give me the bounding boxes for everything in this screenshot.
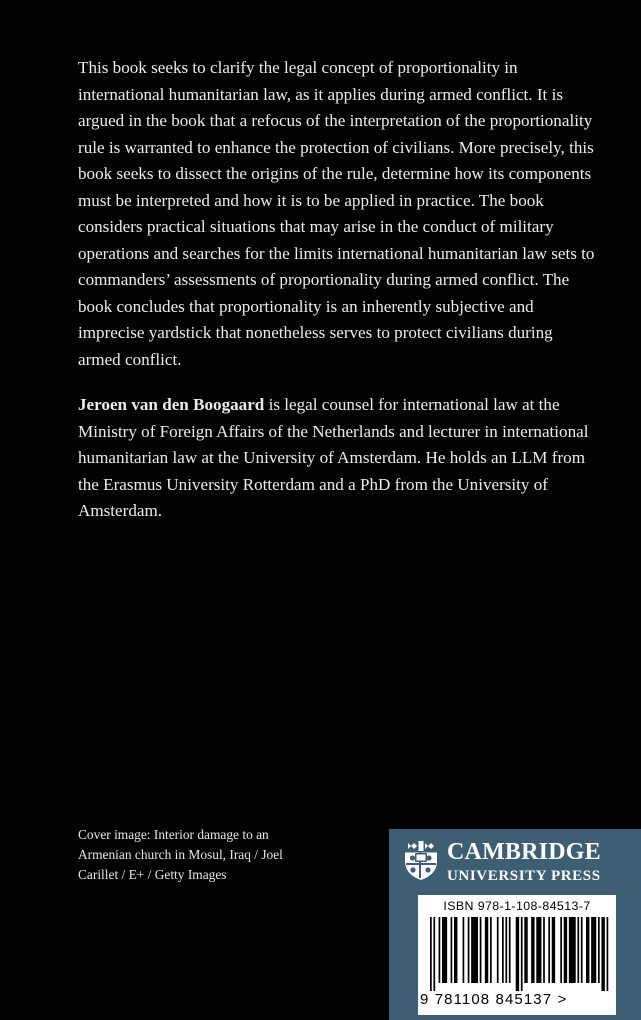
barcode-digits: 9 781108 845137 > <box>420 991 568 1008</box>
barcode-bar <box>524 917 527 983</box>
cover-image-credit: Cover image: Interior damage to an Armenian church in Mosul, Iraq / Joel Carillet / E+ / Getty Images <box>78 827 283 882</box>
isbn-label: ISBN 978-1-108-84513-7 <box>443 899 591 913</box>
barcode-bar <box>442 917 447 983</box>
barcode-bar <box>502 917 504 983</box>
barcode-bar <box>439 917 441 983</box>
barcode-bar <box>516 917 519 991</box>
barcode-bar <box>543 917 545 983</box>
barcode-bar <box>552 917 555 983</box>
barcode-bar <box>430 917 432 991</box>
barcode-bar <box>480 917 482 983</box>
barcode-bar <box>521 917 523 991</box>
cambridge-shield-icon <box>403 839 439 881</box>
publisher-panel <box>389 829 641 1020</box>
barcode-bar <box>548 917 550 983</box>
barcode-bar <box>497 917 499 983</box>
barcode-bar <box>451 917 453 983</box>
author-bio-text: is legal counsel for international law at the Ministry of Foreign Affairs of the Netherlands and lecturer in international humanitarian law at the University of Amsterdam. He holds an LLM from the Erasmus University Rotterdam and a PhD from the University of Amsterdam. <box>78 395 589 520</box>
barcode-bar <box>577 917 579 983</box>
barcode-bar <box>490 917 492 983</box>
barcode-bar <box>607 917 609 991</box>
book-description: This book seeks to clarify the legal concept of proportionality in international humanitarian law, as it applies during armed conflict. It is argued in the book that a refocus of the interpretation of the proportionality rule is warranted to enhance the protection of civilians. More precisely, this book seeks to dissect the origins of the rule, determine how its components must be interpreted and how it is to be applied in practice. The book considers practical situations that may arise in the conduct of military operations and searches for the limits international humanitarian law sets to commanders’ assessments of proportionality during armed conflict. The book concludes that proportionality is an inherently subjective and imprecise yardstick that nonetheless serves to protect civilians during armed conflict. <box>78 58 595 369</box>
barcode-bar <box>471 917 478 983</box>
barcode-bar <box>560 917 562 983</box>
barcode-bar <box>463 917 465 983</box>
barcode-bar <box>564 917 567 983</box>
barcode-bar <box>601 917 604 991</box>
barcode <box>418 895 616 1015</box>
barcode-bar <box>586 917 589 983</box>
barcode-bar <box>536 917 541 983</box>
barcode-bar <box>591 917 596 983</box>
barcode-bar <box>505 917 507 983</box>
author-name: Jeroen van den Boogaard <box>78 395 265 414</box>
barcode-bar <box>468 917 470 983</box>
barcode-bars <box>430 917 610 991</box>
barcode-bar <box>485 917 488 983</box>
barcode-bar <box>531 917 534 983</box>
barcode-bar <box>598 917 600 983</box>
barcode-bar <box>509 917 511 983</box>
barcode-bar <box>581 917 583 983</box>
barcode-bar <box>454 917 457 983</box>
barcode-bar <box>569 917 576 983</box>
author-bio <box>78 392 598 525</box>
publisher-subname: UNIVERSITY PRESS <box>447 868 601 884</box>
publisher-logo <box>403 839 635 885</box>
barcode-bar <box>433 917 435 991</box>
publisher-name: CAMBRIDGE <box>447 839 601 865</box>
